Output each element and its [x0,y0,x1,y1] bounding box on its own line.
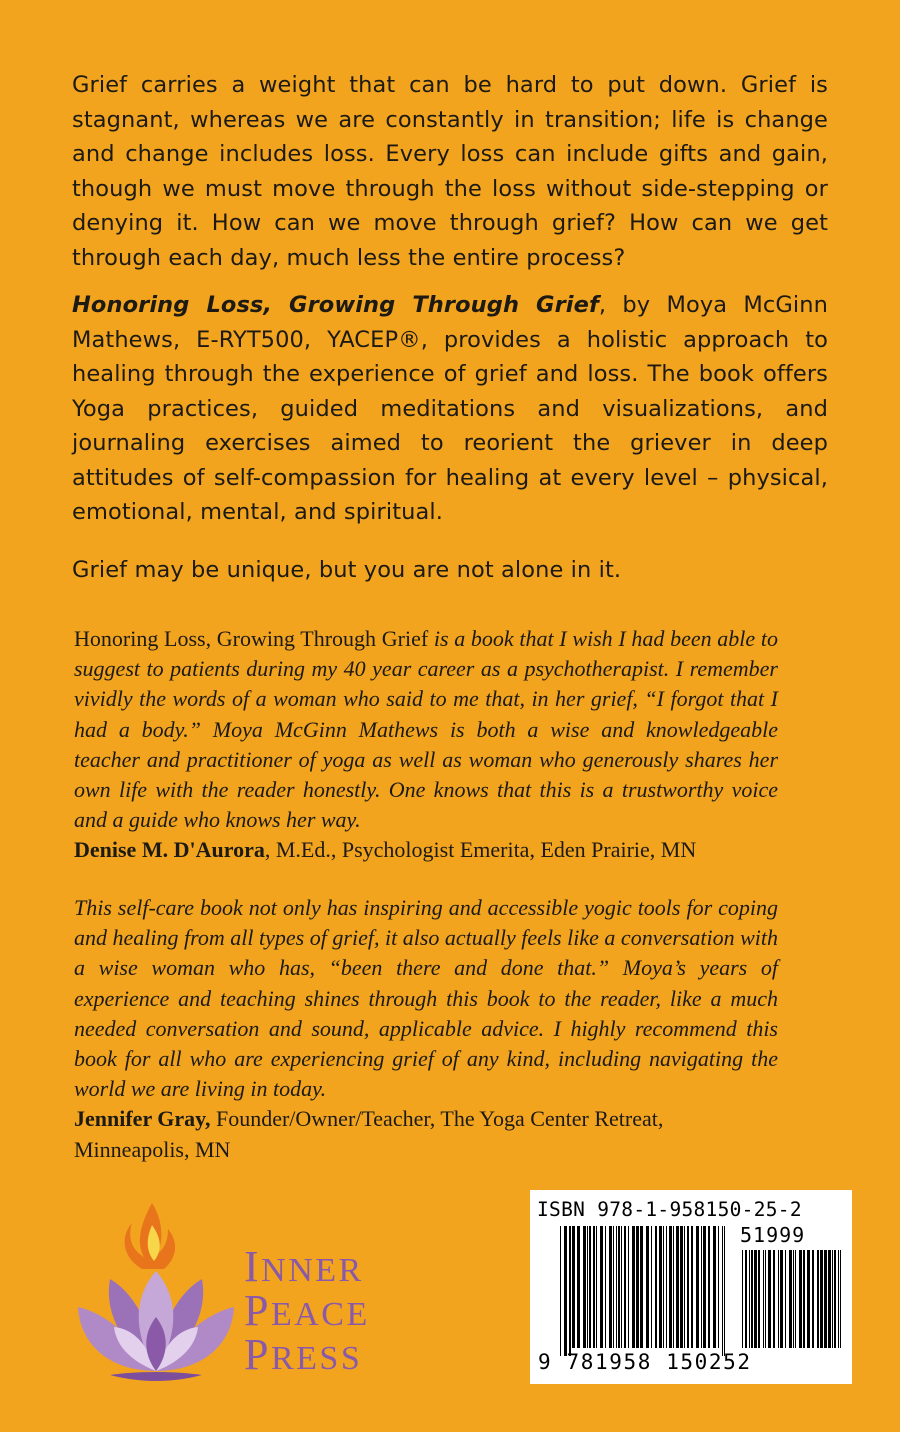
barcode-bar [763,1250,764,1348]
lotus-flame-icon [70,1195,240,1385]
barcode-bar [687,1226,689,1348]
price-code: 51999 [740,1223,806,1247]
isbn-barcode [530,1190,852,1384]
barcode-bar [749,1250,750,1348]
testimonial-2-credentials: Founder/Owner/Teacher, The Yoga Center Retreat, Minneapolis, MN [74,1106,664,1162]
barcode-bar [676,1226,679,1348]
barcode-bar [812,1250,814,1348]
barcode-bar [673,1226,674,1348]
testimonial-2-attribution [74,1104,778,1164]
barcode-bar [832,1250,833,1348]
barcode-bar [773,1250,775,1348]
barcode-bar [624,1226,626,1348]
blurb-paragraph-2 [72,288,828,530]
barcode-bar [560,1226,561,1356]
testimonial-1-book-title: Honoring Loss, Growing Through Grief [74,626,429,651]
blurb-paragraph-2-text: , by Moya McGinn Mathews, E-RYT500, YACEP®, provides a holistic approach to healing through the experience of grief and loss. The book offers Yoga practices, guided meditations and visualizations, and journaling exercises aimed to reorient the griever in deep attitudes of self-compassion for healing at every level – physical, emotional, mental, and spiritual. [72,292,828,525]
barcode-bar [834,1250,836,1348]
barcode-bar [799,1250,802,1348]
testimonial-1-attribution [74,835,778,865]
barcode-bar [745,1250,747,1348]
barcode-bar [600,1226,603,1348]
barcode-bar [636,1226,639,1348]
testimonial-1-text: is a book that I wish I had been able to suggest to patients during my 40 year career as a psychotherapist. I remember vividly the words of a woman who said to me that, in her grief, “I forgot that I had a body.” Moya McGinn Mathews is both a wise and knowledgeable teacher and practitioner of yoga as well as woman who generously shares her own life with the reader honestly. One knows that this is a trustworthy voice and a guide who knows her way. [74,626,778,833]
barcode-bar [680,1226,683,1348]
barcode-digits: 9 781958 150252 [538,1350,752,1374]
barcode-bar [621,1226,622,1348]
barcode-bar [613,1226,614,1348]
barcode-bar [754,1250,757,1348]
barcode-bar [840,1250,841,1348]
publisher-name-line-2: PEACE [244,1286,370,1335]
barcode-bar [713,1226,716,1348]
barcode-bar [640,1226,643,1348]
barcode-bar [663,1226,664,1348]
barcode-bar [583,1226,586,1348]
testimonial-2-text: This self-care book not only has inspiring and accessible yogic tools for coping and healing from all types of grief, it also actually feels like a conversation with a wise woman who has, “been there and done that.” Moya’s years of experience and teaching shines through this book to the reader, like a much needed conversation and sound, applicable advice. I highly recommend this book for all who are experiencing grief of any kind, including navigating the world we are living in today. [74,895,778,1102]
barcode-bar [765,1250,766,1348]
barcode-bar [596,1226,597,1348]
barcode-bar [564,1226,567,1356]
barcode-bar [666,1226,667,1348]
barcode-bar [785,1250,786,1348]
barcode-bar [795,1250,796,1348]
publisher-name-line-1: INNER [244,1242,364,1291]
barcode-bar [820,1250,823,1348]
barcode-bar [577,1226,580,1348]
testimonial-2-name: Jennifer Gray, [74,1106,211,1132]
barcode-bar [793,1250,794,1348]
barcode-bar [669,1226,672,1348]
barcode-bar [722,1226,723,1356]
barcode-bar [646,1226,649,1348]
barcode-bar [684,1226,685,1348]
barcode-bar [768,1250,771,1348]
blurb-paragraph-3: Grief may be unique, but you are not alone in it. [72,557,622,583]
barcode-bar [659,1226,662,1348]
barcode-bar [718,1226,719,1348]
barcode-bar [778,1250,779,1348]
blurb-paragraph-1: Grief carries a weight that can be hard to put down. Grief is stagnant, whereas we are constantly in transition; life is change and change includes loss. Every loss can include gifts and gain, though we must move through the loss without side-stepping or denying it. How can we move through grief? How can we get through each day, much less the entire process? [72,72,828,271]
barcode-bar [724,1226,725,1356]
testimonial-1 [74,624,778,866]
isbn-label: ISBN 978-1-958150-25-2 [537,1198,802,1221]
barcode-bar [817,1250,819,1348]
barcode-bar [651,1226,652,1348]
barcode-bar [789,1250,792,1348]
book-title: Honoring Loss, Growing Through Grief [72,292,599,318]
barcode-bar [632,1226,635,1348]
barcode-bar [828,1250,831,1348]
testimonial-2 [74,893,778,1165]
barcode-bar [572,1226,575,1348]
barcode-bar [609,1226,612,1348]
barcode-bar [618,1226,620,1348]
barcode-bar [616,1226,617,1348]
barcode-bar [703,1226,706,1348]
barcode-bar [593,1226,595,1348]
testimonial-1-credentials: , M.Ed., Psychologist Emerita, Eden Prairie, MN [264,837,697,863]
barcode-bar [780,1250,783,1348]
barcode-bar [655,1226,657,1348]
barcode-bar [803,1250,805,1348]
barcode-bar [742,1250,743,1348]
testimonial-1-name: Denise M. D'Aurora [74,837,265,863]
barcode-bar [838,1250,839,1348]
barcode-bar [587,1226,588,1348]
barcode-bar [605,1226,606,1348]
barcode-bar [708,1226,710,1348]
barcode-bar [758,1250,760,1348]
barcode-bar [628,1226,629,1348]
barcode-bar [589,1226,591,1348]
barcode-bar [569,1226,571,1356]
barcode-bar [751,1250,753,1348]
barcode-bar [824,1250,827,1348]
barcode-bar [701,1226,702,1348]
publisher-name-line-3: PRESS [244,1330,363,1379]
barcode-bar [691,1226,693,1348]
barcode-bar [696,1226,699,1348]
publisher-name [244,1242,370,1379]
barcode-bar [807,1250,810,1348]
